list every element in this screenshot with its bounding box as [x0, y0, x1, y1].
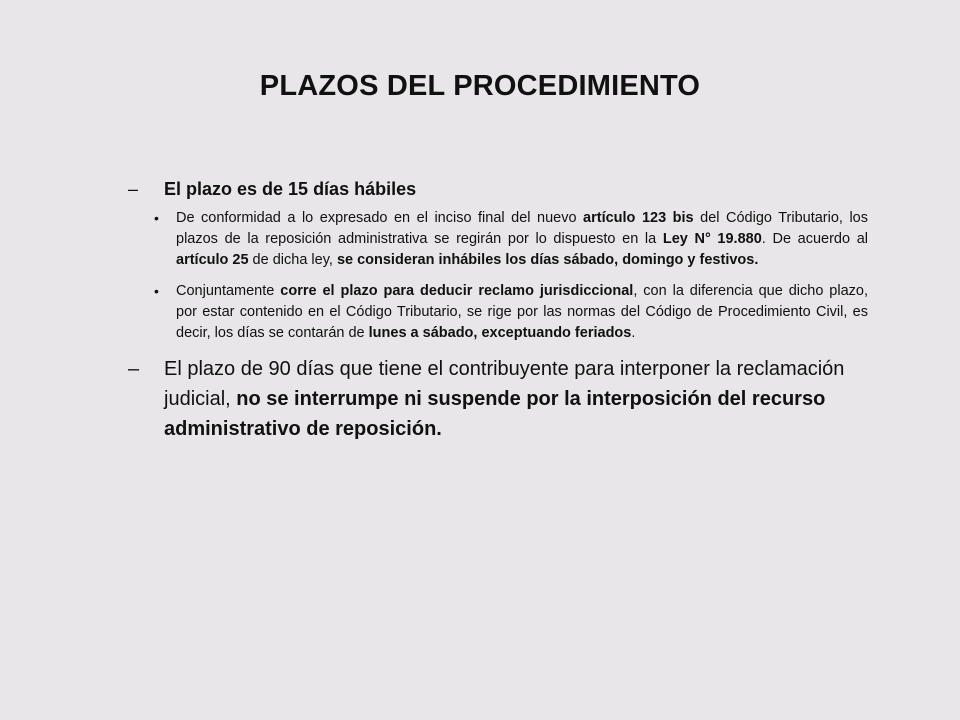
text-run: .: [631, 325, 636, 341]
text-run: Conjuntamente: [176, 283, 281, 299]
bullet-marker: •: [154, 210, 159, 226]
bold-run: corre el plazo para deducir reclamo jurisdiccional: [280, 283, 634, 299]
text-run: El plazo de 90 días que tiene el contribuyente para interponer la reclamación judicial,: [164, 358, 845, 410]
text-run: De conformidad a lo expresado en el inciso final del nuevo: [176, 210, 584, 226]
point-2: [128, 354, 868, 444]
dash-marker: –: [128, 358, 140, 380]
bold-run: se consideran inhábiles los días sábado, domingo y festivos.: [336, 252, 759, 268]
bold-run: artículo 123 bis: [583, 210, 694, 226]
text-run: . De acuerdo al: [761, 231, 869, 247]
bold-run: artículo 25: [176, 252, 249, 268]
text-run: de dicha ley,: [248, 252, 337, 268]
text-run: , con la diferencia que dicho plazo, por estar contenido en el Código Tributario, se rige por las normas del Código de Procedimiento Civil, es decir, los días se contarán de: [176, 283, 869, 341]
subpoint-1-text: [176, 208, 868, 271]
subpoint-2-text: [176, 281, 868, 344]
bold-run: Ley N° 19.880: [662, 231, 762, 247]
slide-title: PLAZOS DEL PROCEDIMIENTO: [259, 70, 701, 102]
subpoint-1: [154, 208, 868, 271]
point-1: [128, 178, 868, 200]
text-run: del Código Tributario, los plazos de la reposición administrativa se regirán por lo dispuesto en la: [176, 210, 868, 247]
point-2-text: [164, 354, 868, 444]
bold-run: lunes a sábado, exceptuando feriados: [368, 325, 632, 341]
bullet-marker: •: [154, 283, 159, 299]
point-1-subpoints: [154, 208, 868, 344]
dash-marker: –: [128, 179, 139, 199]
bold-run: no se interrumpe ni suspende por la interposición del recurso administrativo de reposición.: [164, 388, 826, 440]
slide-content: [128, 178, 868, 444]
point-1-text: El plazo es de 15 días hábiles: [164, 179, 417, 199]
subpoint-2: [154, 281, 868, 344]
